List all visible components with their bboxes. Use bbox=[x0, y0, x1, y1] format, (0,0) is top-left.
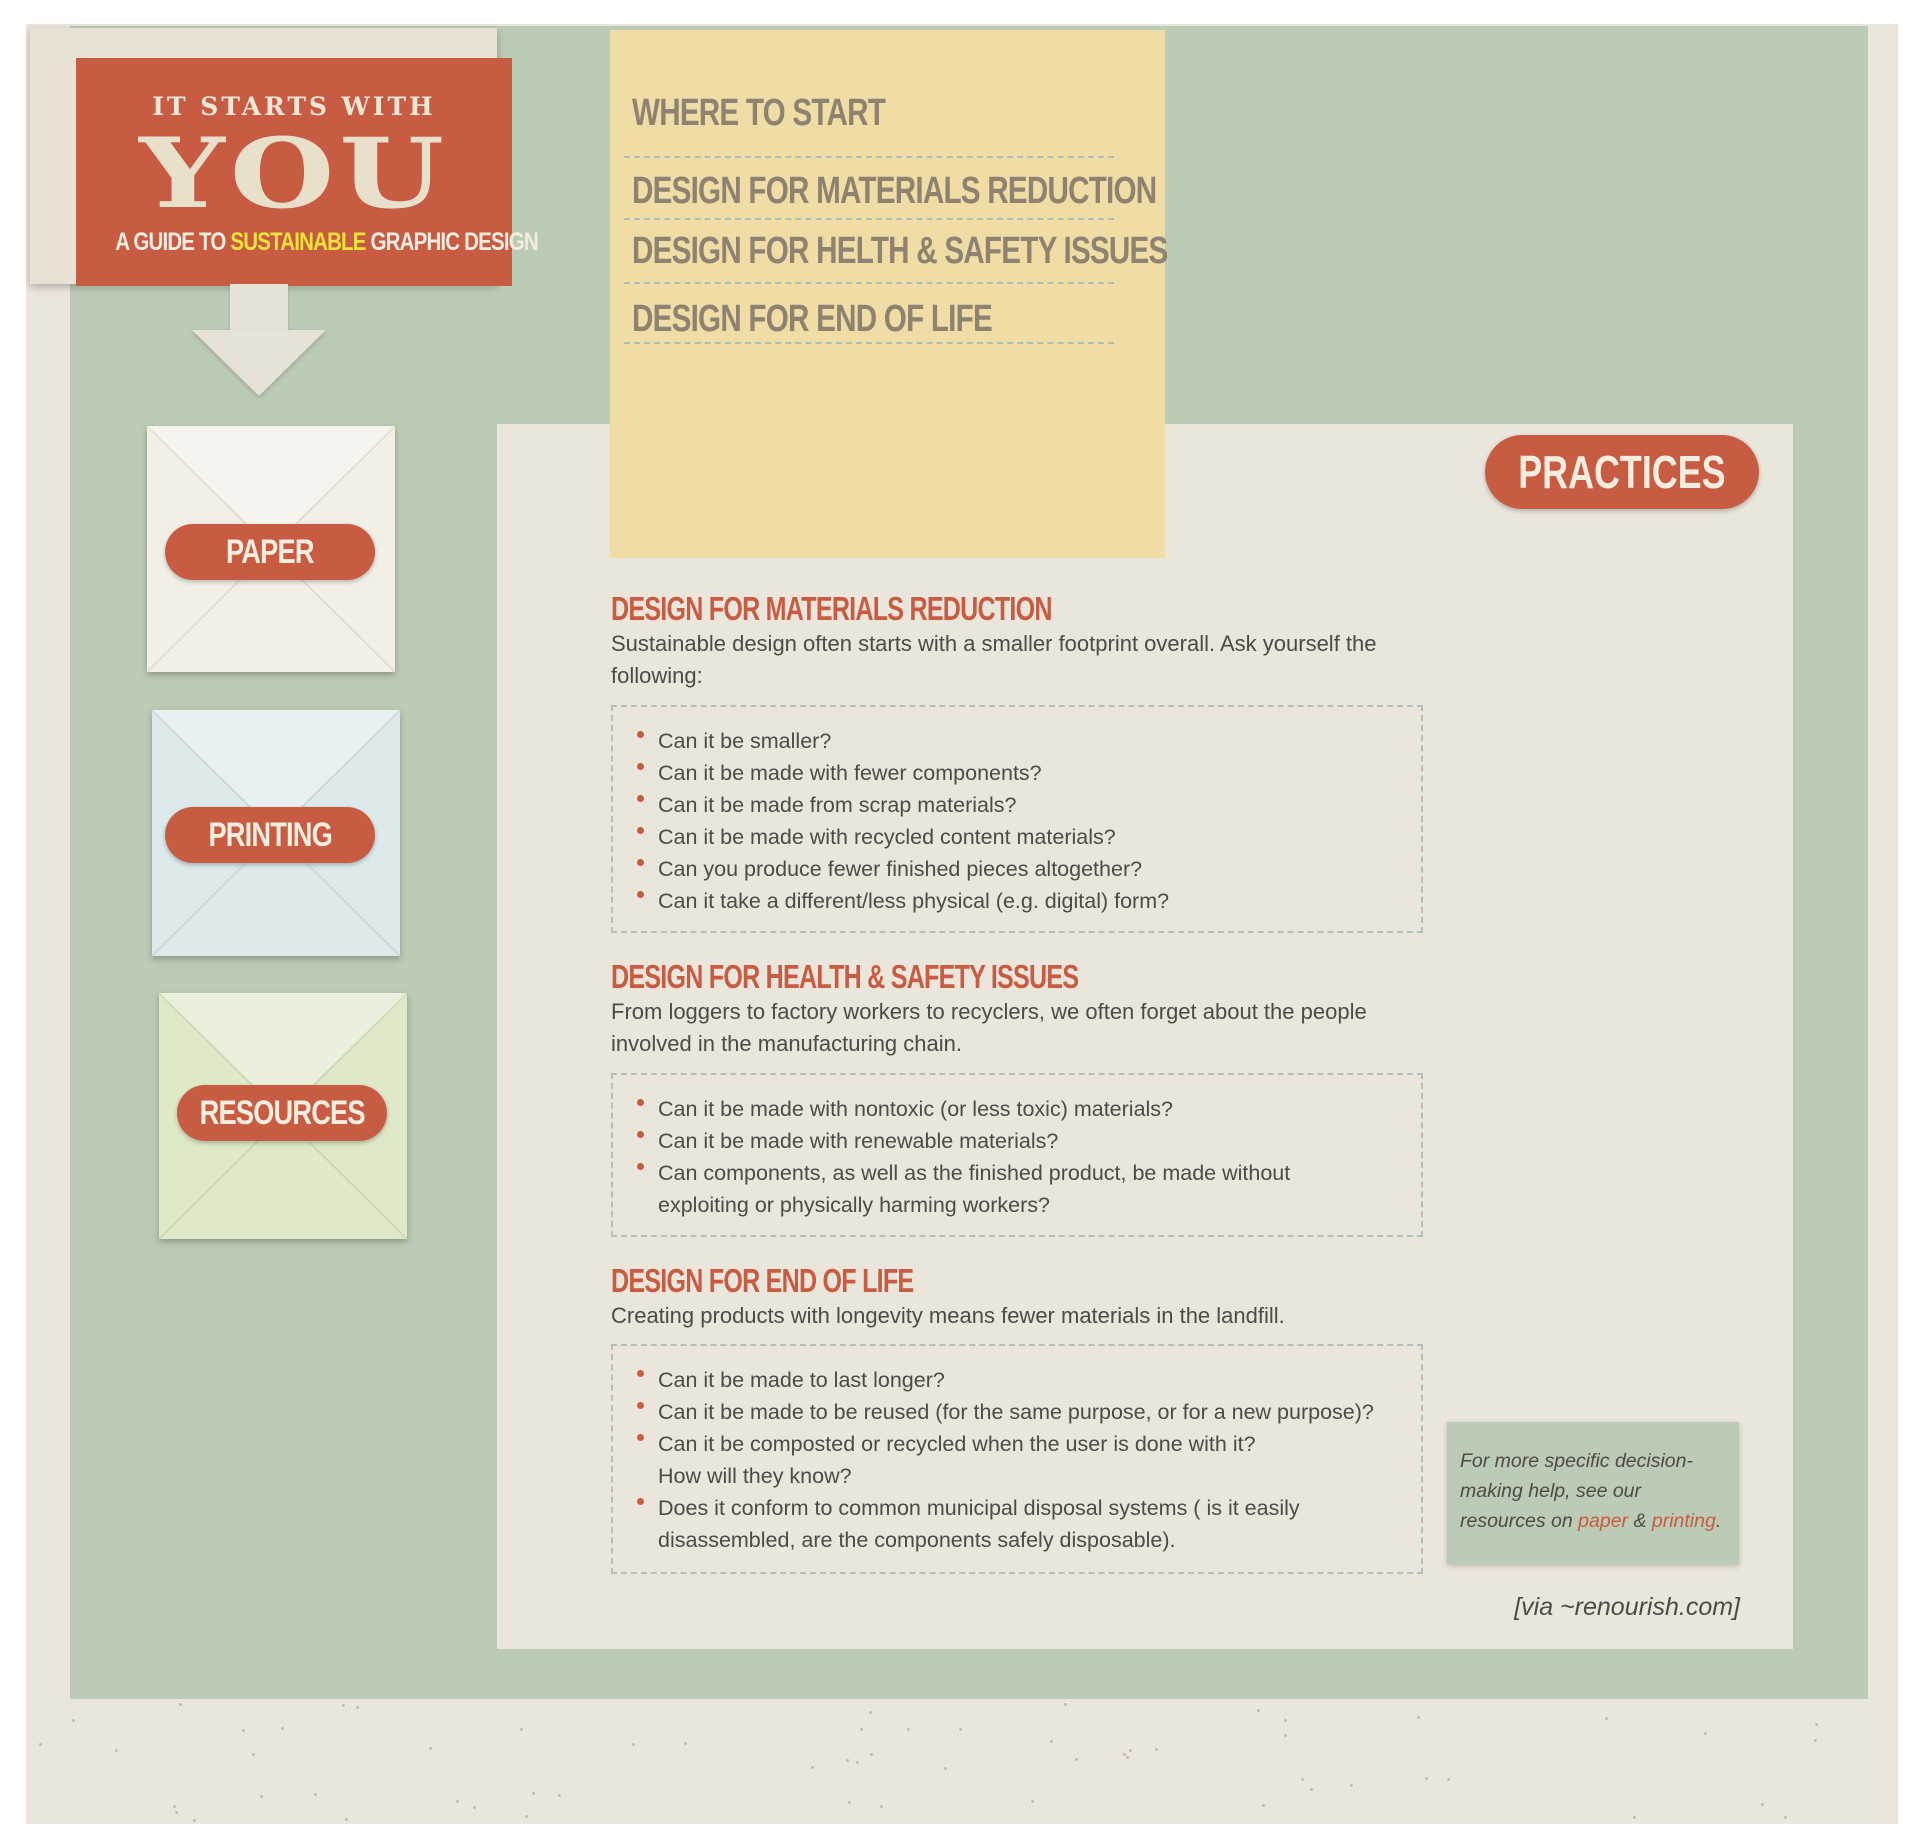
nav-item-health-safety[interactable]: DESIGN FOR HELTH & SAFETY ISSUES bbox=[632, 230, 1168, 272]
resources-note-text bbox=[1460, 1446, 1729, 1536]
nav-divider bbox=[624, 282, 1114, 284]
logo[interactable] bbox=[30, 28, 538, 284]
paper-speck bbox=[179, 1703, 182, 1706]
paper-link[interactable]: paper bbox=[1578, 1510, 1629, 1532]
paper-speck bbox=[1425, 1777, 1428, 1780]
nav-divider bbox=[624, 218, 1114, 220]
question-box-end-of-life bbox=[611, 1344, 1423, 1574]
paper-speck bbox=[1704, 1732, 1707, 1735]
paper-speck bbox=[1257, 1709, 1260, 1712]
list-item: Can it be made to be reused (for the same purpose, or for a new purpose)? bbox=[637, 1396, 1411, 1428]
resources-note bbox=[1447, 1422, 1739, 1564]
section-nav bbox=[610, 30, 1168, 558]
paper-speck bbox=[356, 1706, 359, 1709]
sidebar-item-resources[interactable] bbox=[159, 993, 407, 1239]
section-title-health-safety: DESIGN FOR HEALTH & SAFETY ISSUES bbox=[611, 958, 1079, 995]
nav-divider bbox=[624, 342, 1114, 344]
list-item: Can it be made with renewable materials? bbox=[637, 1125, 1411, 1157]
list-item: Can it take a different/less physical (e.g. digital) form? bbox=[637, 885, 1411, 917]
sidebar-item-paper-button[interactable] bbox=[165, 524, 375, 580]
nav-divider bbox=[624, 156, 1114, 158]
paper-speck bbox=[880, 1805, 883, 1808]
nav-item-materials-reduction[interactable]: DESIGN FOR MATERIALS REDUCTION bbox=[632, 170, 1157, 212]
question-list bbox=[637, 1364, 1411, 1556]
logo-subtitle-prefix: A GUIDE TO bbox=[115, 228, 231, 256]
question-box-materials-reduction bbox=[611, 705, 1423, 933]
logo-top-line: IT STARTS WITH bbox=[152, 92, 436, 121]
source-credit: [via ~renourish.com] bbox=[1514, 1593, 1740, 1621]
page-title-text: PRACTICES bbox=[1518, 446, 1726, 498]
paper-speck bbox=[1155, 1748, 1158, 1751]
section-title-materials-reduction: DESIGN FOR MATERIALS REDUCTION bbox=[611, 590, 1052, 627]
paper-speck bbox=[848, 1801, 851, 1804]
list-item: Can you produce fewer finished pieces altogether? bbox=[637, 853, 1411, 885]
question-list bbox=[637, 725, 1411, 917]
list-item: Can it be made with fewer components? bbox=[637, 757, 1411, 789]
paper-speck bbox=[1301, 1778, 1304, 1781]
paper-speck bbox=[869, 1711, 872, 1714]
list-item: Can it be composted or recycled when the user is done with it? How will they know? bbox=[637, 1428, 1298, 1492]
list-item: Can components, as well as the finished product, be made without exploiting or physically harming workers? bbox=[637, 1157, 1338, 1221]
paper-speck bbox=[1064, 1703, 1067, 1706]
paper-speck bbox=[856, 1761, 859, 1764]
paper-speck bbox=[1284, 1734, 1287, 1737]
paper-speck bbox=[1417, 1716, 1420, 1719]
paper-speck bbox=[72, 1719, 75, 1722]
logo-big-word: YOU bbox=[139, 117, 449, 230]
sidebar-item-printing[interactable] bbox=[152, 710, 400, 956]
sidebar-item-label: PAPER bbox=[226, 533, 314, 571]
sidebar-item-label: RESOURCES bbox=[199, 1094, 365, 1132]
nav-item-where-to-start[interactable]: WHERE TO START bbox=[632, 92, 886, 134]
list-item: Can it be made with recycled content materials? bbox=[637, 821, 1411, 853]
paper-speck bbox=[1050, 1740, 1053, 1743]
section-intro-materials-reduction: Sustainable design often starts with a smaller footprint overall. Ask yourself the following: bbox=[611, 631, 1377, 688]
paper-speck bbox=[1284, 1719, 1287, 1722]
paper-speck bbox=[473, 1806, 476, 1809]
question-box-health-safety bbox=[611, 1073, 1423, 1237]
paper-speck bbox=[314, 1793, 317, 1796]
section-intro-end-of-life: Creating products with longevity means fewer materials in the landfill. bbox=[611, 1303, 1285, 1328]
logo-subtitle-highlight: SUSTAINABLE bbox=[230, 228, 366, 256]
paper-speck bbox=[632, 1743, 635, 1746]
sidebar-item-printing-button[interactable] bbox=[165, 807, 375, 863]
section-title-end-of-life: DESIGN FOR END OF LIFE bbox=[611, 1262, 914, 1299]
paper-speck bbox=[1123, 1753, 1126, 1756]
paper-speck bbox=[281, 1727, 284, 1730]
down-arrow-icon bbox=[192, 330, 326, 396]
note-text-before: For more specific decision-making help, see our resources on bbox=[1460, 1450, 1693, 1532]
list-item: Does it conform to common municipal disposal systems ( is it easily disassembled, are the components safely disposable). bbox=[637, 1492, 1338, 1556]
logo-banner bbox=[76, 58, 538, 286]
list-item: Can it be made to last longer? bbox=[637, 1364, 1411, 1396]
printing-link[interactable]: printing bbox=[1651, 1510, 1716, 1532]
sidebar-item-paper[interactable] bbox=[147, 426, 395, 672]
paper-speck bbox=[456, 1800, 459, 1803]
logo-subtitle bbox=[115, 228, 538, 257]
page-title bbox=[1485, 435, 1759, 509]
question-list bbox=[637, 1093, 1411, 1221]
paper-speck bbox=[811, 1766, 814, 1769]
list-item: Can it be smaller? bbox=[637, 725, 1411, 757]
sidebar-item-resources-button[interactable] bbox=[177, 1085, 387, 1141]
list-item: Can it be made with nontoxic (or less toxic) materials? bbox=[637, 1093, 1411, 1125]
note-text-after: . bbox=[1715, 1510, 1722, 1532]
list-item: Can it be made from scrap materials? bbox=[637, 789, 1411, 821]
down-arrow-icon-stem bbox=[230, 284, 288, 332]
nav-item-end-of-life[interactable]: DESIGN FOR END OF LIFE bbox=[632, 298, 992, 340]
paper-speck bbox=[1350, 1784, 1353, 1787]
paper-speck bbox=[1815, 1723, 1818, 1726]
logo-subtitle-suffix: GRAPHIC DESIGN bbox=[365, 228, 538, 256]
note-joiner: & bbox=[1628, 1510, 1652, 1532]
sidebar-item-label: PRINTING bbox=[208, 816, 332, 854]
section-intro-health-safety: From loggers to factory workers to recyclers, we often forget about the people involved in the manufacturing chain. bbox=[611, 999, 1367, 1056]
paper-speck bbox=[870, 1753, 873, 1756]
